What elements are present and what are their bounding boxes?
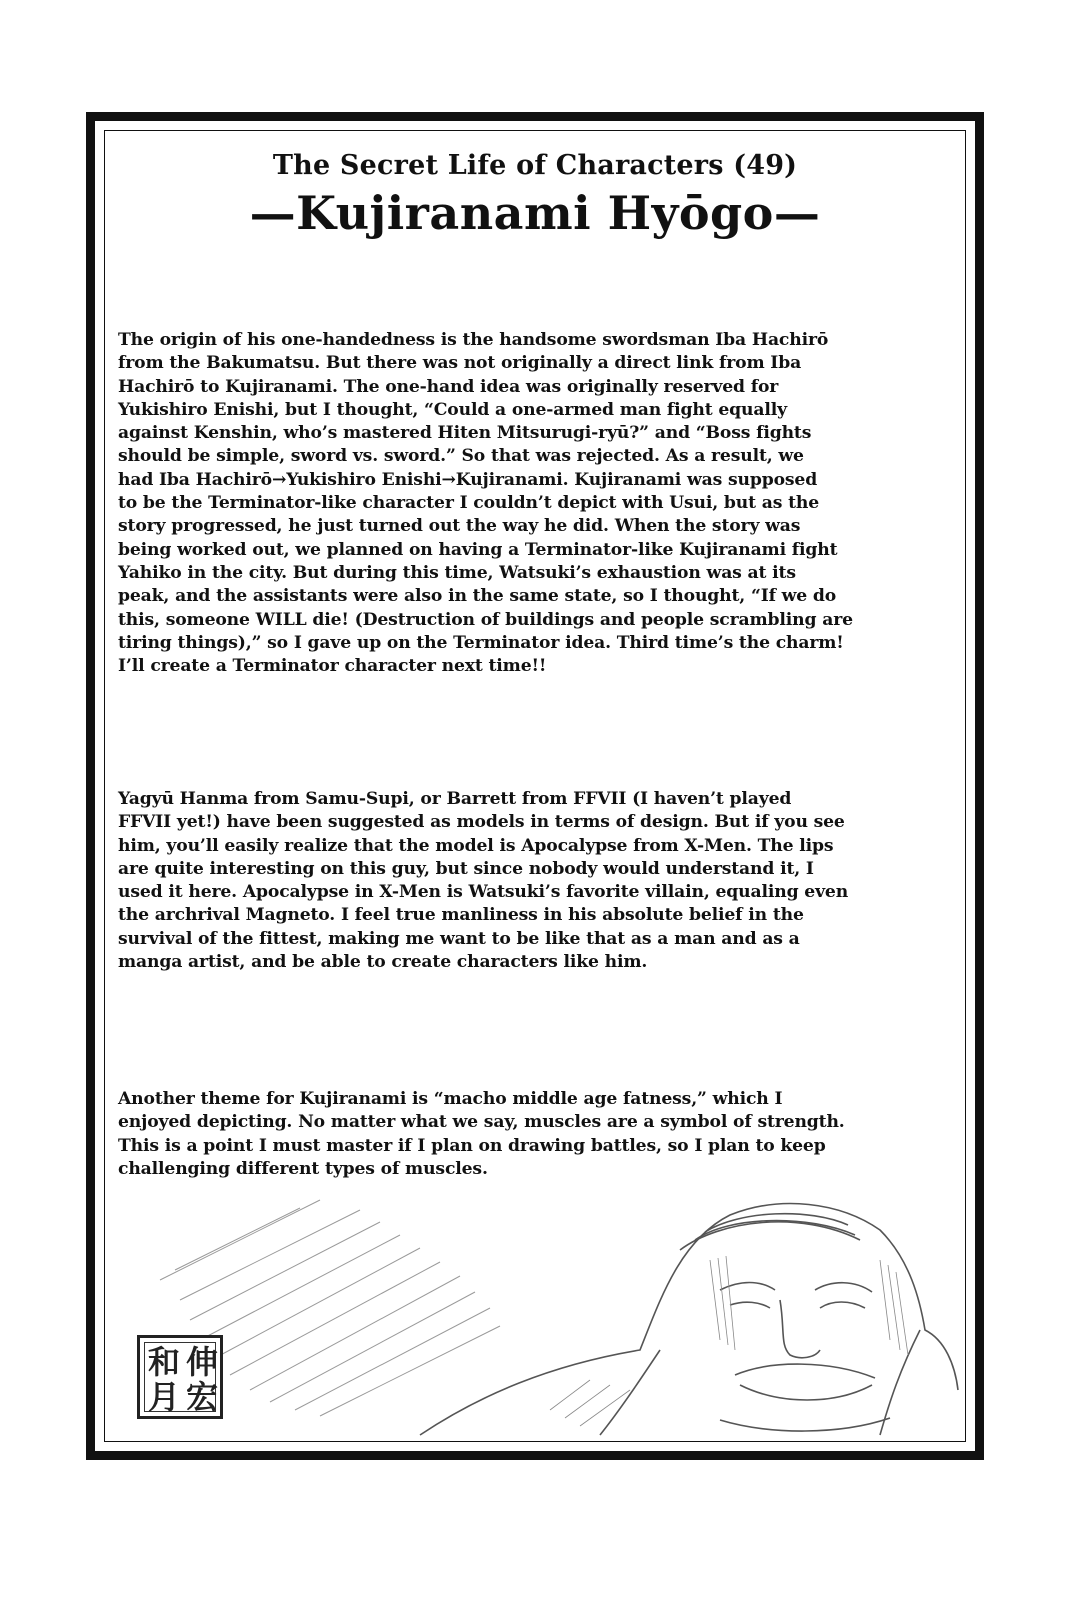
- seal-char: 和: [147, 1343, 180, 1381]
- figure-shading: [550, 1256, 908, 1426]
- paragraph-theme: [118, 1088, 948, 1181]
- text-line: Hachirō to Kujiranami. The one-hand idea was originally reserved for: [118, 376, 779, 397]
- text-line: being worked out, we planned on having a Terminator-like Kujiranami fight: [118, 539, 838, 560]
- text-line: survival of the fittest, making me want to be like that as a man and as a: [118, 928, 800, 949]
- text-line: Yagyū Hanma from Samu-Supi, or Barrett from FFVII (I haven’t played: [118, 789, 792, 809]
- text-line: challenging different types of muscles.: [118, 1158, 488, 1179]
- figure-outline: [420, 1204, 958, 1435]
- seal-char: 月: [147, 1378, 180, 1416]
- author-seal: [137, 1335, 223, 1419]
- text-line: Yahiko in the city. But during this time, Watsuki’s exhaustion was at its: [118, 562, 796, 583]
- text-line: The origin of his one-handedness is the handsome swordsman Iba Hachirō: [118, 330, 829, 350]
- page-title: —Kujiranami Hyōgo—: [249, 186, 821, 240]
- text-line: tiring things),” so I gave up on the Terminator idea. Third time’s the charm!: [118, 632, 844, 653]
- text-line: enjoyed depicting. No matter what we say, muscles are a symbol of strength.: [118, 1112, 845, 1133]
- text-line: manga artist, and be able to create characters like him.: [118, 952, 648, 973]
- text-line: Yukishiro Enishi, but I thought, “Could a one-armed man fight equally: [118, 399, 787, 420]
- seal-char: 伸: [185, 1343, 218, 1381]
- paragraph-origin: [118, 329, 948, 678]
- text-line: him, you’ll easily realize that the model is Apocalypse from X-Men. The lips: [118, 835, 834, 856]
- text-line: this, someone WILL die! (Destruction of buildings and people scrambling are: [118, 609, 853, 630]
- seal-char: 宏: [185, 1378, 218, 1416]
- text-line: story progressed, he just turned out the way he did. When the story was: [118, 516, 801, 537]
- text-line: I’ll create a Terminator character next time!!: [118, 656, 547, 677]
- text-line: Another theme for Kujiranami is “macho middle age fatness,” which I: [118, 1089, 783, 1109]
- text-line: peak, and the assistants were also in the same state, so I thought, “If we do: [118, 586, 837, 607]
- text-line: used it here. Apocalypse in X-Men is Watsuki’s favorite villain, equaling even: [118, 882, 849, 903]
- text-line: This is a point I must master if I plan on drawing battles, so I plan to keep: [118, 1135, 826, 1156]
- text-line: are quite interesting on this guy, but since nobody would understand it, I: [118, 858, 814, 879]
- text-line: against Kenshin, who’s mastered Hiten Mitsurugi-ryū?” and “Boss fights: [118, 423, 812, 444]
- paragraph-design: [118, 788, 948, 974]
- character-sketch: [120, 1180, 960, 1440]
- text-line: to be the Terminator-like character I couldn’t depict with Usui, but as the: [118, 493, 820, 514]
- text-line: from the Bakumatsu. But there was not originally a direct link from Iba: [118, 353, 802, 374]
- page-subtitle: The Secret Life of Characters (49): [272, 150, 798, 181]
- text-line: should be simple, sword vs. sword.” So that was rejected. As a result, we: [118, 446, 804, 467]
- text-line: had Iba Hachirō→Yukishiro Enishi→Kujiranami. Kujiranami was supposed: [118, 469, 818, 490]
- text-line: FFVII yet!) have been suggested as models in terms of design. But if you see: [118, 812, 845, 833]
- text-line: the archrival Magneto. I feel true manliness in his absolute belief in the: [118, 905, 804, 926]
